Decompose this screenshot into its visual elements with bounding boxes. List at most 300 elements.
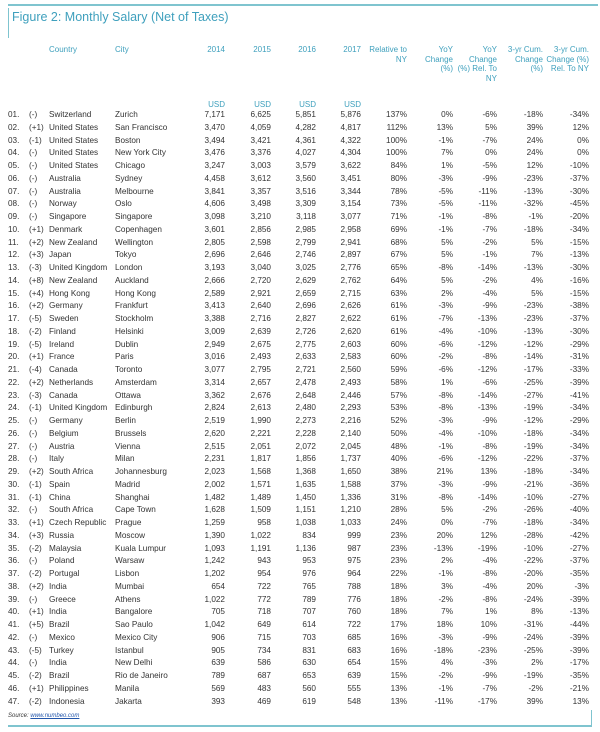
cell-city: Helsinki [115,326,144,336]
cell-country: Russia [49,530,75,540]
cell-usd-2015: 943 [257,556,271,566]
cell-usd-2016: 1,151 [295,505,316,515]
cell-country: Belgium [49,428,79,438]
cell-relative-to-ny: 112% [386,122,407,132]
cell-cum-change: 7% [531,250,543,260]
cell-cum-change-rel-ny: -37% [569,173,589,183]
cell-city: Oslo [115,199,132,209]
cell-yoy-change: -1% [438,224,453,234]
cell-city: Auckland [115,275,149,285]
cell-usd-2016: 703 [302,632,316,642]
cell-usd-2014: 1,628 [204,505,225,515]
cell-yoy-change-rel-ny: -4% [482,288,497,298]
cell-usd-2014: 3,314 [204,377,225,387]
cell-rank: 01. [8,110,20,119]
cell-city: Boston [115,135,141,145]
cell-city: Amsterdam [115,377,157,387]
cell-usd-2014: 2,620 [204,428,225,438]
cell-rank-change: (+1) [29,352,44,362]
cell-usd-2017: 2,560 [340,365,361,374]
cell-cum-change: -13% [523,186,543,196]
cell-city: Rio de Janeiro [115,671,168,680]
cell-usd-2017: 964 [347,569,361,578]
cell-yoy-change-rel-ny: -2% [482,275,497,285]
cell-rank-change: (+2) [29,237,44,247]
cell-rank: 29. [8,467,20,476]
cell-cum-change-rel-ny: -37% [569,556,589,566]
table-row [0,682,600,695]
cell-rank: 35. [8,543,20,553]
cell-usd-2016: 2,721 [295,365,316,374]
cell-usd-2016: 2,659 [295,288,316,298]
cell-usd-2016: 1,136 [295,543,316,553]
cell-rank: 37. [8,569,20,578]
cell-usd-2017: 788 [347,581,361,591]
cell-yoy-change: -18% [433,645,453,655]
cell-usd-2014: 1,022 [204,594,225,604]
cell-usd-2015: 772 [257,594,271,604]
cell-country: Finland [49,326,76,336]
cell-cum-change: -17% [523,365,543,374]
cell-usd-2014: 4,606 [204,199,225,209]
cell-rank-change: (-2) [29,671,42,680]
cell-rank: 39. [8,594,20,604]
cell-yoy-change-rel-ny: -19% [477,543,497,553]
cell-country: Denmark [49,224,83,234]
cell-relative-to-ny: 15% [390,658,407,668]
cell-yoy-change: -1% [438,212,453,221]
cell-yoy-change: -8% [438,403,453,413]
cell-yoy-change: 5% [441,237,453,247]
cell-yoy-change-rel-ny: -9% [482,671,497,680]
cell-rank: 06. [8,173,20,183]
cell-usd-2014: 3,098 [204,212,225,221]
cell-cum-change: -14% [523,352,543,362]
table-row [0,478,600,491]
cell-yoy-change: 7% [441,148,453,158]
cell-usd-2016: 831 [302,645,316,655]
cell-usd-2016: 619 [302,696,316,706]
cell-relative-to-ny: 80% [390,173,407,183]
table-row [0,605,600,618]
cell-rank: 24. [8,403,20,413]
cell-rank-change: (+1) [29,607,44,617]
cell-yoy-change: -1% [438,683,453,693]
cell-yoy-change-rel-ny: -13% [477,314,497,323]
cell-rank: 41. [8,620,20,629]
cell-cum-change: -12% [523,339,543,349]
cell-country: Singapore [49,212,87,221]
cell-cum-change-rel-ny: -41% [569,390,589,400]
cell-relative-to-ny: 28% [390,505,407,515]
cell-country: South Africa [49,505,94,515]
cell-rank: 16. [8,301,20,311]
unit-2016: USD [299,100,316,109]
cell-usd-2015: 2,221 [250,428,271,438]
cell-usd-2017: 2,776 [340,263,361,272]
cell-relative-to-ny: 71% [390,212,407,221]
cell-usd-2014: 1,390 [204,530,225,540]
cell-usd-2016: 1,450 [295,492,316,502]
cell-usd-2016: 2,072 [295,441,316,451]
cell-yoy-change-rel-ny: -8% [482,212,497,221]
cell-yoy-change: 0% [441,110,453,119]
cell-cum-change: -19% [523,403,543,413]
cell-usd-2014: 3,601 [204,224,225,234]
cell-relative-to-ny: 23% [390,530,407,540]
cell-cum-change: -25% [523,645,543,655]
cell-country: Italy [49,454,65,464]
cell-cum-change: -18% [523,224,543,234]
cell-relative-to-ny: 59% [390,365,407,374]
cell-rank: 21. [8,365,20,374]
cell-usd-2017: 555 [347,683,361,693]
cell-usd-2015: 3,421 [250,135,271,145]
cell-usd-2014: 1,202 [204,569,225,578]
cell-yoy-change: -6% [438,454,453,464]
cell-usd-2017: 3,451 [340,173,361,183]
cell-country: Germany [49,301,83,311]
cell-usd-2016: 4,361 [295,135,316,145]
cell-rank-change: (+4) [29,288,44,298]
cell-rank-change: (+2) [29,301,44,311]
cell-cum-change-rel-ny: -16% [569,275,589,285]
cell-country: Spain [49,479,70,489]
cell-relative-to-ny: 18% [390,581,407,591]
cell-rank-change: (-) [29,186,38,196]
cell-relative-to-ny: 57% [390,390,407,400]
cell-usd-2015: 2,716 [250,314,271,323]
cell-rank-change: (-3) [29,263,42,272]
cell-cum-change: 39% [526,122,543,132]
cell-rank: 17. [8,314,20,323]
cell-cum-change: -32% [523,199,543,209]
cell-relative-to-ny: 17% [390,620,407,629]
cell-yoy-change-rel-ny: -8% [482,352,497,362]
cell-yoy-change-rel-ny: -8% [482,594,497,604]
source-note [8,713,79,719]
cell-rank: 45. [8,671,20,680]
cell-city: Dublin [115,339,139,349]
cell-city: Sydney [115,173,143,183]
cell-cum-change: -23% [523,173,543,183]
cell-rank: 28. [8,454,20,464]
cell-usd-2015: 586 [257,658,271,668]
cell-cum-change: 24% [526,148,543,158]
cell-yoy-change: -6% [438,339,453,349]
cell-yoy-change-rel-ny: -10% [477,326,497,336]
cell-city: Ottawa [115,390,141,400]
cell-usd-2015: 2,675 [250,339,271,349]
cell-rank-change: (-5) [29,314,42,323]
cell-usd-2015: 3,040 [250,263,271,272]
cell-yoy-change: 21% [436,467,453,476]
cell-rank: 23. [8,390,20,400]
cell-usd-2015: 2,051 [250,441,271,451]
cell-cum-change: 20% [526,581,543,591]
cell-usd-2017: 2,626 [340,301,361,311]
cell-usd-2016: 560 [302,683,316,693]
table-row [0,401,600,414]
table-row [0,338,600,351]
cell-rank-change: (-) [29,428,38,438]
cell-usd-2016: 1,635 [295,479,316,489]
cell-rank-change: (+5) [29,620,44,629]
cell-yoy-change: -13% [433,543,453,553]
cell-cum-change: -21% [523,479,543,489]
cell-yoy-change: 5% [441,250,453,260]
cell-relative-to-ny: 15% [390,671,407,680]
source-link[interactable]: www.numbeo.com [30,713,80,719]
cell-rank-change: (-) [29,594,38,604]
cell-usd-2017: 2,620 [340,326,361,336]
cell-usd-2017: 2,897 [340,250,361,260]
table-row [0,185,600,198]
cell-cum-change: -27% [523,390,543,400]
header-country: Country [49,45,78,54]
cell-usd-2017: 683 [347,645,361,655]
cell-cum-change-rel-ny: -35% [569,671,589,680]
cell-yoy-change-rel-ny: -13% [477,403,497,413]
cell-rank: 31. [8,492,20,502]
cell-yoy-change-rel-ny: -4% [482,581,497,591]
cell-usd-2017: 2,603 [340,339,361,349]
cell-cum-change: -18% [523,110,543,119]
cell-relative-to-ny: 22% [390,569,407,578]
cell-cum-change: -18% [523,467,543,476]
cell-cum-change: -1% [528,212,543,221]
table-row [0,350,600,363]
cell-cum-change: 12% [526,161,543,170]
cell-usd-2015: 687 [257,671,271,680]
cell-relative-to-ny: 24% [390,518,407,527]
cell-rank: 22. [8,377,20,387]
cell-relative-to-ny: 13% [390,696,407,706]
cell-usd-2016: 5,851 [295,110,316,119]
cell-city: Vienna [115,441,141,451]
cell-country: United States [49,161,99,170]
cell-usd-2016: 2,799 [295,237,316,247]
cell-yoy-change: 5% [441,275,453,285]
cell-usd-2014: 2,696 [204,250,225,260]
cell-usd-2017: 1,033 [340,518,361,527]
table-row [0,440,600,453]
cell-usd-2015: 954 [257,569,271,578]
cell-cum-change: -24% [523,632,543,642]
top-border [8,4,598,6]
cell-rank: 36. [8,556,20,566]
cell-rank-change: (+8) [29,275,44,285]
cell-usd-2014: 654 [211,581,225,591]
cell-yoy-change-rel-ny: -5% [482,161,497,170]
cell-rank: 08. [8,199,20,209]
cell-cum-change: 5% [531,237,543,247]
cell-usd-2014: 1,042 [204,620,225,629]
cell-city: Prague [115,518,142,527]
cell-usd-2015: 3,003 [250,161,271,170]
cell-usd-2015: 3,498 [250,199,271,209]
cell-rank-change: (-3) [29,390,42,400]
cell-country: India [49,658,67,668]
cell-rank: 13. [8,263,20,272]
table-row [0,542,600,555]
cell-rank: 09. [8,212,20,221]
cell-relative-to-ny: 37% [390,479,407,489]
cell-cum-change: -12% [523,416,543,425]
cell-city: Warsaw [115,556,145,566]
cell-rank-change: (-) [29,110,38,119]
cell-cum-change: -19% [523,441,543,451]
cell-usd-2014: 906 [211,632,225,642]
cell-cum-change-rel-ny: -39% [569,632,589,642]
cell-usd-2017: 3,077 [340,212,361,221]
cell-rank-change: (-) [29,416,38,425]
cell-rank-change: (-1) [29,135,42,145]
cell-usd-2015: 2,493 [250,352,271,362]
cell-country: China [49,492,71,502]
cell-usd-2016: 2,228 [295,428,316,438]
cell-usd-2015: 3,357 [250,186,271,196]
cell-usd-2014: 2,519 [204,416,225,425]
cell-cum-change-rel-ny: -30% [569,263,589,272]
table-row [0,618,600,631]
unit-2014: USD [208,100,225,109]
cell-usd-2017: 4,817 [340,122,361,132]
cell-cum-change-rel-ny: -40% [569,505,589,515]
cell-rank: 10. [8,224,20,234]
figure-title: Figure 2: Monthly Salary (Net of Taxes) [12,10,229,24]
cell-usd-2017: 654 [347,658,361,668]
cell-yoy-change: -2% [438,671,453,680]
cell-city: Paris [115,352,134,362]
cell-rank: 02. [8,122,20,132]
cell-usd-2014: 4,458 [204,173,225,183]
cell-usd-2014: 3,841 [204,186,225,196]
cell-cum-change-rel-ny: -3% [574,581,589,591]
cell-cum-change: -13% [523,326,543,336]
cell-usd-2014: 905 [211,645,225,655]
cell-city: Copenhagen [115,224,162,234]
cell-usd-2015: 1,509 [250,505,271,515]
cell-yoy-change: -3% [438,173,453,183]
cell-cum-change-rel-ny: -13% [569,250,589,260]
cell-country: Canada [49,365,78,374]
cell-city: Sao Paulo [115,620,153,629]
cell-relative-to-ny: 18% [390,607,407,617]
cell-yoy-change: 5% [441,505,453,515]
cell-usd-2015: 1,571 [250,479,271,489]
cell-relative-to-ny: 16% [390,632,407,642]
cell-usd-2017: 2,583 [340,352,361,362]
cell-city: Mexico City [115,632,158,642]
cell-cum-change-rel-ny: -27% [569,543,589,553]
cell-city: Tokyo [115,250,137,260]
table-row [0,554,600,567]
cell-usd-2016: 953 [302,556,316,566]
cell-usd-2017: 2,045 [340,441,361,451]
cell-usd-2014: 3,193 [204,263,225,272]
cell-city: Johannesburg [115,467,167,476]
cell-usd-2016: 630 [302,658,316,668]
cell-relative-to-ny: 137% [386,110,407,119]
cell-rank: 04. [8,148,20,158]
table-row [0,644,600,657]
cell-cum-change-rel-ny: -34% [569,441,589,451]
cell-yoy-change: -3% [438,479,453,489]
cell-relative-to-ny: 61% [390,326,407,336]
cell-cum-change-rel-ny: -34% [569,518,589,527]
cell-relative-to-ny: 13% [390,683,407,693]
cell-yoy-change: -2% [438,352,453,362]
table-row [0,631,600,644]
table-row [0,121,600,134]
cell-usd-2016: 2,648 [295,390,316,400]
cell-usd-2017: 2,622 [340,314,361,323]
cell-usd-2016: 789 [302,594,316,604]
cell-country: Indonesia [49,696,85,706]
table-row [0,580,600,593]
cell-city: Melbourne [115,186,154,196]
cell-usd-2015: 2,795 [250,365,271,374]
cell-cum-change: 8% [531,607,543,617]
cell-cum-change: -28% [523,530,543,540]
cell-city: Jakarta [115,696,142,706]
cell-rank: 42. [8,632,20,642]
cell-yoy-change-rel-ny: -10% [477,428,497,438]
cell-cum-change: -19% [523,671,543,680]
cell-usd-2017: 1,650 [340,467,361,476]
cell-relative-to-ny: 63% [390,288,407,298]
cell-usd-2017: 2,762 [340,275,361,285]
cell-usd-2016: 2,273 [295,416,316,425]
cell-usd-2016: 765 [302,581,316,591]
table-row [0,287,600,300]
cell-usd-2014: 705 [211,607,225,617]
cell-usd-2017: 987 [347,543,361,553]
bottom-border [8,725,592,727]
table-row [0,414,600,427]
table-row [0,503,600,516]
cell-rank: 26. [8,428,20,438]
cell-cum-change: -2% [528,683,543,693]
cell-yoy-change: -1% [438,135,453,145]
cell-usd-2015: 734 [257,645,271,655]
cell-usd-2017: 3,154 [340,199,361,209]
cell-usd-2014: 2,805 [204,237,225,247]
cell-cum-change: 2% [531,658,543,668]
cell-yoy-change: 18% [436,620,453,629]
table-row [0,363,600,376]
cell-cum-change: -10% [523,492,543,502]
cell-city: Bangalore [115,607,153,617]
cell-usd-2015: 958 [257,518,271,527]
cell-relative-to-ny: 61% [390,301,407,311]
cell-rank-change: (+2) [29,581,44,591]
cell-city: Frankfurt [115,301,148,311]
cell-yoy-change: -3% [438,632,453,642]
cell-yoy-change-rel-ny: -23% [477,645,497,655]
cell-usd-2017: 548 [347,696,361,706]
cell-rank: 27. [8,441,20,451]
cell-rank-change: (+2) [29,467,44,476]
table-row [0,389,600,402]
cell-usd-2015: 2,598 [250,237,271,247]
cell-country: Australia [49,186,81,196]
cell-country: Germany [49,416,83,425]
table-row [0,210,600,223]
cell-city: Milan [115,454,135,464]
cell-yoy-change: -1% [438,441,453,451]
